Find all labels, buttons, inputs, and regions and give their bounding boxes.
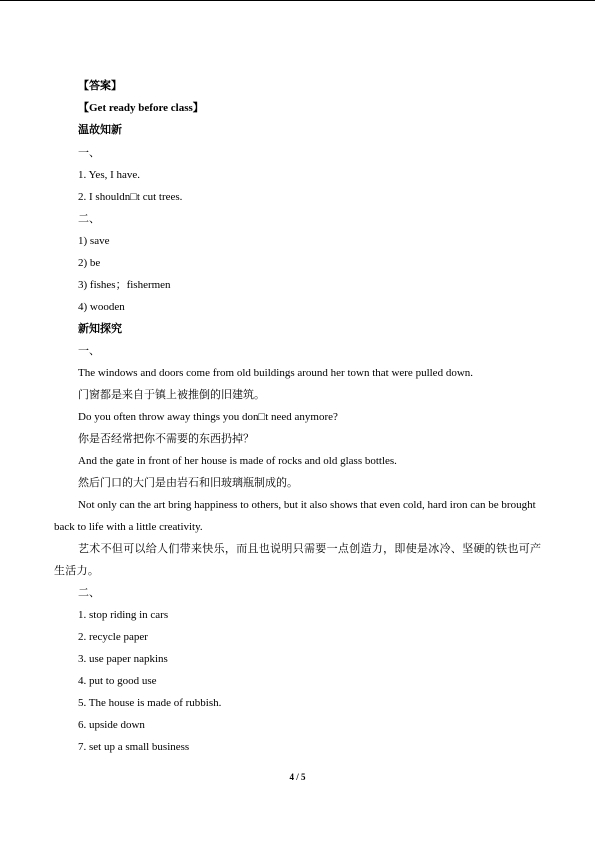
explore-part2-label: 二、 (78, 586, 100, 599)
explore-title: 新知探究 (78, 322, 122, 335)
section-heading: 【Get ready before class】 (78, 102, 204, 114)
page-number: 4 / 5 (289, 772, 306, 782)
phrase-item: 7. set up a small business (78, 741, 190, 753)
phrase-item: 4. put to good use (78, 675, 157, 687)
phrase-item: 3. use paper napkins (78, 653, 168, 665)
review-title: 温故知新 (78, 123, 122, 136)
review-part1-item: 1. Yes, I have. (78, 169, 141, 181)
review-part2-item: 4) wooden (78, 301, 125, 313)
paragraph-zh: 艺术不但可以给人们带来快乐，而且也说明只需要一点创造力，即使是冰冷、坚硬的铁也可产生活力。 (54, 542, 542, 577)
sentence-en: The windows and doors come from old buildings around her town that were pulled down. (78, 367, 474, 379)
explore-part1-label: 一、 (78, 344, 100, 357)
answer-heading: 【答案】 (78, 79, 122, 92)
phrase-item: 6. upside down (78, 719, 145, 731)
sentence-zh: 然后门口的大门是由岩石和旧玻璃瓶制成的。 (78, 476, 298, 489)
review-part2-label: 二、 (78, 212, 100, 225)
sentence-zh: 门窗都是来自于镇上被推倒的旧建筑。 (78, 388, 265, 401)
review-part2-item: 2) be (78, 257, 101, 269)
sentence-en: And the gate in front of her house is made of rocks and old glass bottles. (78, 455, 397, 467)
sentence-zh: 你是否经常把你不需要的东西扔掉？ (78, 432, 254, 445)
phrase-item: 1. stop riding in cars (78, 609, 169, 621)
review-part1-label: 一、 (78, 146, 100, 159)
review-part2-item: 1) save (78, 235, 110, 247)
review-part1-item: 2. I shouldn□t cut trees. (78, 191, 183, 203)
sentence-en: Do you often throw away things you don□t need anymore? (78, 411, 338, 423)
phrase-item: 5. The house is made of rubbish. (78, 697, 222, 709)
phrase-item: 2. recycle paper (78, 631, 148, 643)
top-border-line (0, 0, 595, 1)
paragraph-en: Not only can the art bring happiness to others, but it also shows that even cold, hard iron can be brought back to life with a little creativity. (54, 499, 536, 533)
review-part2-item: 3) fishes；fishermen (78, 279, 171, 291)
